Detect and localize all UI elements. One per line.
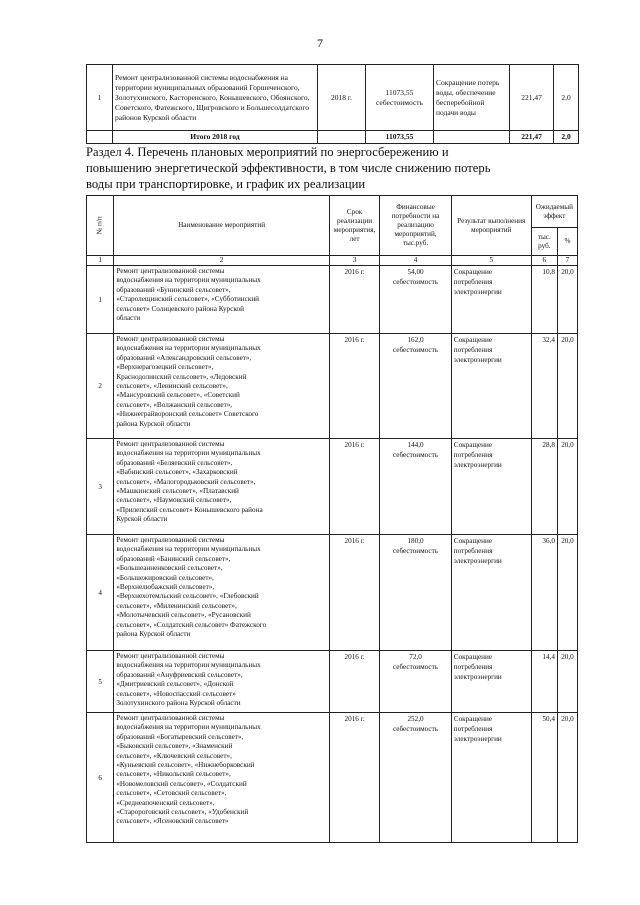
measure-year: 2016 г. bbox=[329, 266, 379, 334]
measure-year: 2016 г. bbox=[329, 713, 379, 843]
measure-result: Сокращение потребления электроэнергии bbox=[451, 334, 531, 439]
measure-effect-percent: 20,0 bbox=[557, 713, 577, 843]
measures-table bbox=[86, 195, 578, 843]
section-title-line: воды при транспортировке, и график их реализации bbox=[86, 177, 366, 191]
finance-amount: 180,0 bbox=[407, 537, 424, 545]
measure-effect: 50,4 bbox=[531, 713, 557, 843]
finance-amount: 162,0 bbox=[407, 336, 424, 344]
measure-effect: 36,0 bbox=[531, 535, 557, 651]
measure-year: 2016 г. bbox=[329, 439, 379, 535]
finance-source: себестоимость bbox=[376, 97, 423, 107]
measure-description: Ремонт централизованной системы водоснабжения на территории муниципальных образований Горшеченского, Золотухинского, Касторенского, Конышевского, Обоянского, Советского, Фатежского, Щигровского и Большесолдатского районов Курской области bbox=[113, 65, 318, 131]
measure-result: Сокращение потребления электроэнергии bbox=[451, 535, 531, 651]
measure-effect-percent: 20,0 bbox=[557, 651, 577, 713]
row-number: 5 bbox=[87, 651, 114, 713]
total-label: Итого 2018 год bbox=[113, 131, 318, 144]
page-number: 7 bbox=[317, 36, 323, 50]
measure-year: 2016 г. bbox=[329, 535, 379, 651]
table-row bbox=[87, 535, 578, 651]
measure-finance bbox=[380, 266, 451, 334]
measure-description: Ремонт централизованной системы водоснабжения на территории муниципальных образований «Ануфриевский сельсовет», «Дмитриевский сельсовет», «Донской сельсовет», «Новоспасский сельсовет» Золотухинского района Курской области bbox=[114, 651, 330, 713]
measure-result: Сокращение потребления электроэнергии bbox=[451, 439, 531, 535]
measure-finance bbox=[366, 65, 434, 131]
header-finance: Финансовые потребности на реализацию мероприятий, тыс.руб. bbox=[380, 196, 451, 256]
row-number: 1 bbox=[87, 65, 113, 131]
table-row bbox=[87, 65, 579, 131]
column-index: 4 bbox=[380, 256, 451, 266]
section-title-line: Раздел 4. Перечень плановых мероприятий по энергосбережению и bbox=[86, 145, 449, 159]
measure-year: 2016 г. bbox=[329, 651, 379, 713]
measure-year: 2016 г. bbox=[329, 334, 379, 439]
measure-effect: 221,47 bbox=[510, 65, 554, 131]
table-row bbox=[87, 334, 578, 439]
table-row bbox=[87, 439, 578, 535]
column-index: 1 bbox=[87, 256, 114, 266]
header-result: Результат выполнения мероприятий bbox=[451, 196, 531, 256]
finance-source: себестоимость bbox=[393, 346, 439, 354]
measure-effect-percent: 20,0 bbox=[557, 334, 577, 439]
header-name: Наименование мероприятий bbox=[114, 196, 330, 256]
total-amount: 11073,55 bbox=[366, 131, 434, 144]
measure-effect: 28,8 bbox=[531, 439, 557, 535]
measure-effect: 10,8 bbox=[531, 266, 557, 334]
total-row bbox=[87, 131, 579, 144]
section-title bbox=[86, 144, 578, 192]
finance-source: себестоимость bbox=[393, 451, 439, 459]
header-effect-rub: тыс. руб. bbox=[531, 228, 557, 256]
measure-description: Ремонт централизованной системы водоснабжения на территории муниципальных образований «Беляевский сельсовет», «Вабинский сельсовет», «Захарковский сельсовет», «Малогородьковский сельсовет», «Машкинский сельсовет», «Платавский сельсовет», «Наумовский сельсовет», «Прилепский сельсовет» Конышевского района Курской области bbox=[114, 439, 330, 535]
table-row bbox=[87, 651, 578, 713]
row-number: 4 bbox=[87, 535, 114, 651]
measure-effect-percent: 2,0 bbox=[554, 65, 579, 131]
finance-source: себестоимость bbox=[393, 725, 439, 733]
measure-effect-percent: 20,0 bbox=[557, 266, 577, 334]
header-num: № п/п bbox=[87, 196, 114, 256]
column-index: 3 bbox=[329, 256, 379, 266]
measure-result: Сокращение потребления электроэнергии bbox=[451, 266, 531, 334]
measure-result: Сокращение потребления электроэнергии bbox=[451, 713, 531, 843]
measure-result: Сокращение потребления электроэнергии bbox=[451, 651, 531, 713]
table-row bbox=[87, 266, 578, 334]
measure-description: Ремонт централизованной системы водоснабжения на территории муниципальных образований «Бунинский сельсовет», «Старолещинский сельсовет», «Субботинский сельсовет» Солнцевского района Курской области bbox=[114, 266, 330, 334]
measure-year: 2018 г. bbox=[318, 65, 366, 131]
measure-finance bbox=[380, 535, 451, 651]
measure-effect: 14,4 bbox=[531, 651, 557, 713]
measure-effect: 32,4 bbox=[531, 334, 557, 439]
row-number: 3 bbox=[87, 439, 114, 535]
finance-amount: 11073,55 bbox=[385, 87, 414, 97]
finance-source: себестоимость bbox=[393, 547, 439, 555]
measure-finance bbox=[380, 334, 451, 439]
table-row bbox=[87, 713, 578, 843]
total-effect-percent: 2,0 bbox=[554, 131, 579, 144]
finance-amount: 144,0 bbox=[407, 441, 424, 449]
measure-effect-percent: 20,0 bbox=[557, 439, 577, 535]
column-index: 5 bbox=[451, 256, 531, 266]
header-effect-pct: % bbox=[557, 228, 577, 256]
column-index: 2 bbox=[114, 256, 330, 266]
measure-description: Ремонт централизованной системы водоснабжения на территории муниципальных образований «Александровский сельсовет», «Верхнерагозецкий сельсовет», Краснодолинский сельсовет», «Ледовский сельсовет», «Ленинский сельсовет», «Мансуровский сельсовет», «Советский сельсовет», «Волжанский сельсовет», «Нижнеграйворонский сельсовет» Советского района Курской области bbox=[114, 334, 330, 439]
column-index: 6 bbox=[531, 256, 557, 266]
measure-result: Сокращение потерь воды, обеспечение бесперебойной подачи воды bbox=[434, 65, 510, 131]
column-index-row bbox=[87, 256, 578, 266]
measure-description: Ремонт централизованной системы водоснабжения на территории муниципальных образований «Богатыревский сельсовет», «Быковский сельсовет», «Знаменский сельсовет», «Ключевский сельсовет», «Куньевский сельсовет», «Нижнеборковский сельсовет», «Никольский сельсовет», «Новомеловский сельсовет», «Солдатский сельсовет», «Сетовский сельсовет», «Среднеапоченский сельсовет», «Старороговский сельсовет», «Удобенский сельсовет», «Ясеновский сельсовет» bbox=[114, 713, 330, 843]
section-title-line: повышению энергетической эффективности, в том числе снижению потерь bbox=[86, 161, 491, 175]
measure-description: Ремонт централизованной системы водоснабжения на территории муниципальных образований «Банинский сельсовет», «Большеанненковский сельсовет», «Большежировский сельсовет», «Верхнелюбажский сельсовет», «Верхнехотемльский сельсовет», «Глебовский сельсовет», «Миленинский сельсовет», «Молотычевский сельсовет», «Русановский сельсовет», «Солдатский сельсовет» Фатежского района Курской области bbox=[114, 535, 330, 651]
top-table bbox=[86, 64, 579, 144]
finance-amount: 54,00 bbox=[407, 268, 424, 276]
column-index: 7 bbox=[557, 256, 577, 266]
finance-amount: 72,0 bbox=[409, 653, 422, 661]
measure-finance bbox=[380, 439, 451, 535]
finance-source: себестоимость bbox=[393, 278, 439, 286]
row-number: 6 bbox=[87, 713, 114, 843]
measure-effect-percent: 20,0 bbox=[557, 535, 577, 651]
measure-finance bbox=[380, 713, 451, 843]
finance-amount: 252,0 bbox=[407, 715, 424, 723]
row-number: 2 bbox=[87, 334, 114, 439]
measure-finance bbox=[380, 651, 451, 713]
header-effect: Ожидаемый эффект bbox=[531, 196, 577, 228]
finance-source: себестоимость bbox=[393, 663, 439, 671]
row-number: 1 bbox=[87, 266, 114, 334]
header-term: Срок реализации мероприятия, лет bbox=[329, 196, 379, 256]
total-effect: 221,47 bbox=[510, 131, 554, 144]
table-header-row bbox=[87, 196, 578, 228]
